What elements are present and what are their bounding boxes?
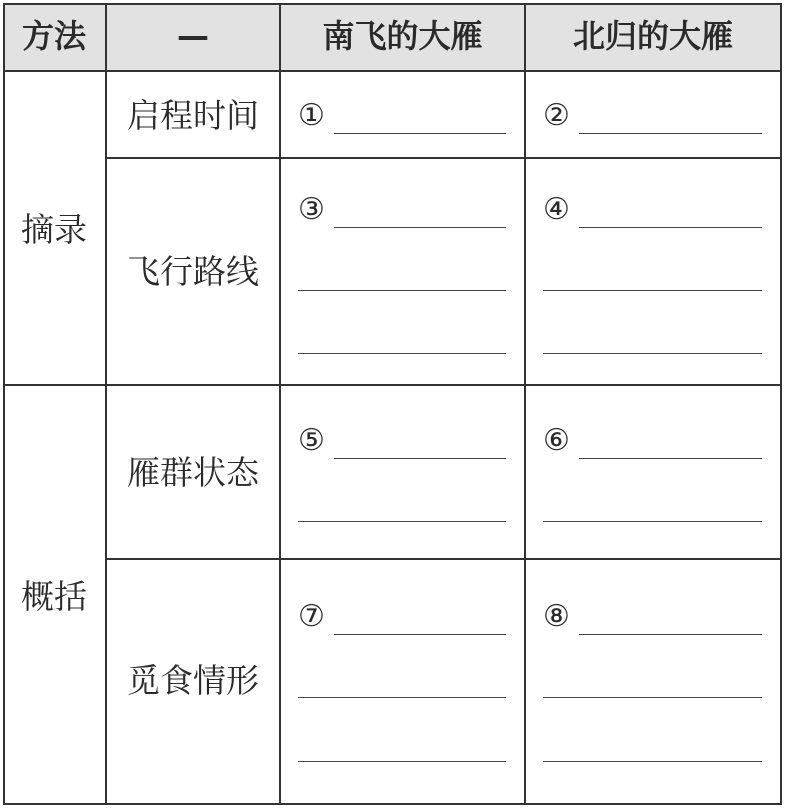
answer-blank[interactable] [298, 353, 506, 354]
header-north-geese: 北归的大雁 [572, 17, 733, 55]
blank-number: ⑧ [543, 599, 570, 634]
answer-blank[interactable] [298, 697, 506, 698]
table-border-bottom [3, 803, 782, 805]
blank-number: ⑥ [543, 423, 570, 458]
table-border-left [3, 3, 5, 805]
group-divider [3, 384, 782, 386]
answer-blank[interactable] [543, 290, 762, 291]
blank-number: ③ [298, 192, 325, 227]
answer-blank[interactable] [579, 227, 762, 228]
answer-blank[interactable] [543, 697, 762, 698]
answer-blank[interactable] [543, 353, 762, 354]
row-divider [106, 558, 782, 560]
row-label-departure-time: 启程时间 [127, 96, 259, 135]
row-label-flock-state: 雁群状态 [127, 453, 259, 492]
column-divider [524, 3, 526, 805]
method-excerpt: 摘录 [21, 210, 87, 249]
answer-blank[interactable] [334, 227, 506, 228]
blank-number: ① [298, 98, 325, 133]
answer-blank[interactable] [334, 458, 506, 459]
blank-number: ④ [543, 192, 570, 227]
answer-blank[interactable] [298, 521, 506, 522]
blank-number: ② [543, 98, 570, 133]
row-divider [106, 157, 782, 159]
answer-blank[interactable] [543, 761, 762, 762]
blank-number: ⑤ [298, 423, 325, 458]
header-south-geese: 南飞的大雁 [322, 17, 483, 55]
header-method: 方法 [21, 17, 86, 55]
answer-blank[interactable] [543, 521, 762, 522]
answer-blank[interactable] [579, 458, 762, 459]
column-divider [279, 3, 281, 805]
answer-blank[interactable] [334, 634, 506, 635]
header-dash: — [177, 17, 209, 55]
method-summary: 概括 [21, 577, 87, 616]
answer-blank[interactable] [298, 290, 506, 291]
answer-blank[interactable] [579, 133, 762, 134]
row-label-flight-route: 飞行路线 [127, 252, 259, 291]
table-border-right [780, 3, 782, 805]
header-divider [3, 70, 782, 72]
answer-blank[interactable] [298, 761, 506, 762]
answer-blank[interactable] [579, 634, 762, 635]
blank-number: ⑦ [298, 599, 325, 634]
row-label-foraging: 觅食情形 [127, 661, 259, 700]
table-border-top [3, 3, 782, 5]
answer-blank[interactable] [334, 133, 506, 134]
